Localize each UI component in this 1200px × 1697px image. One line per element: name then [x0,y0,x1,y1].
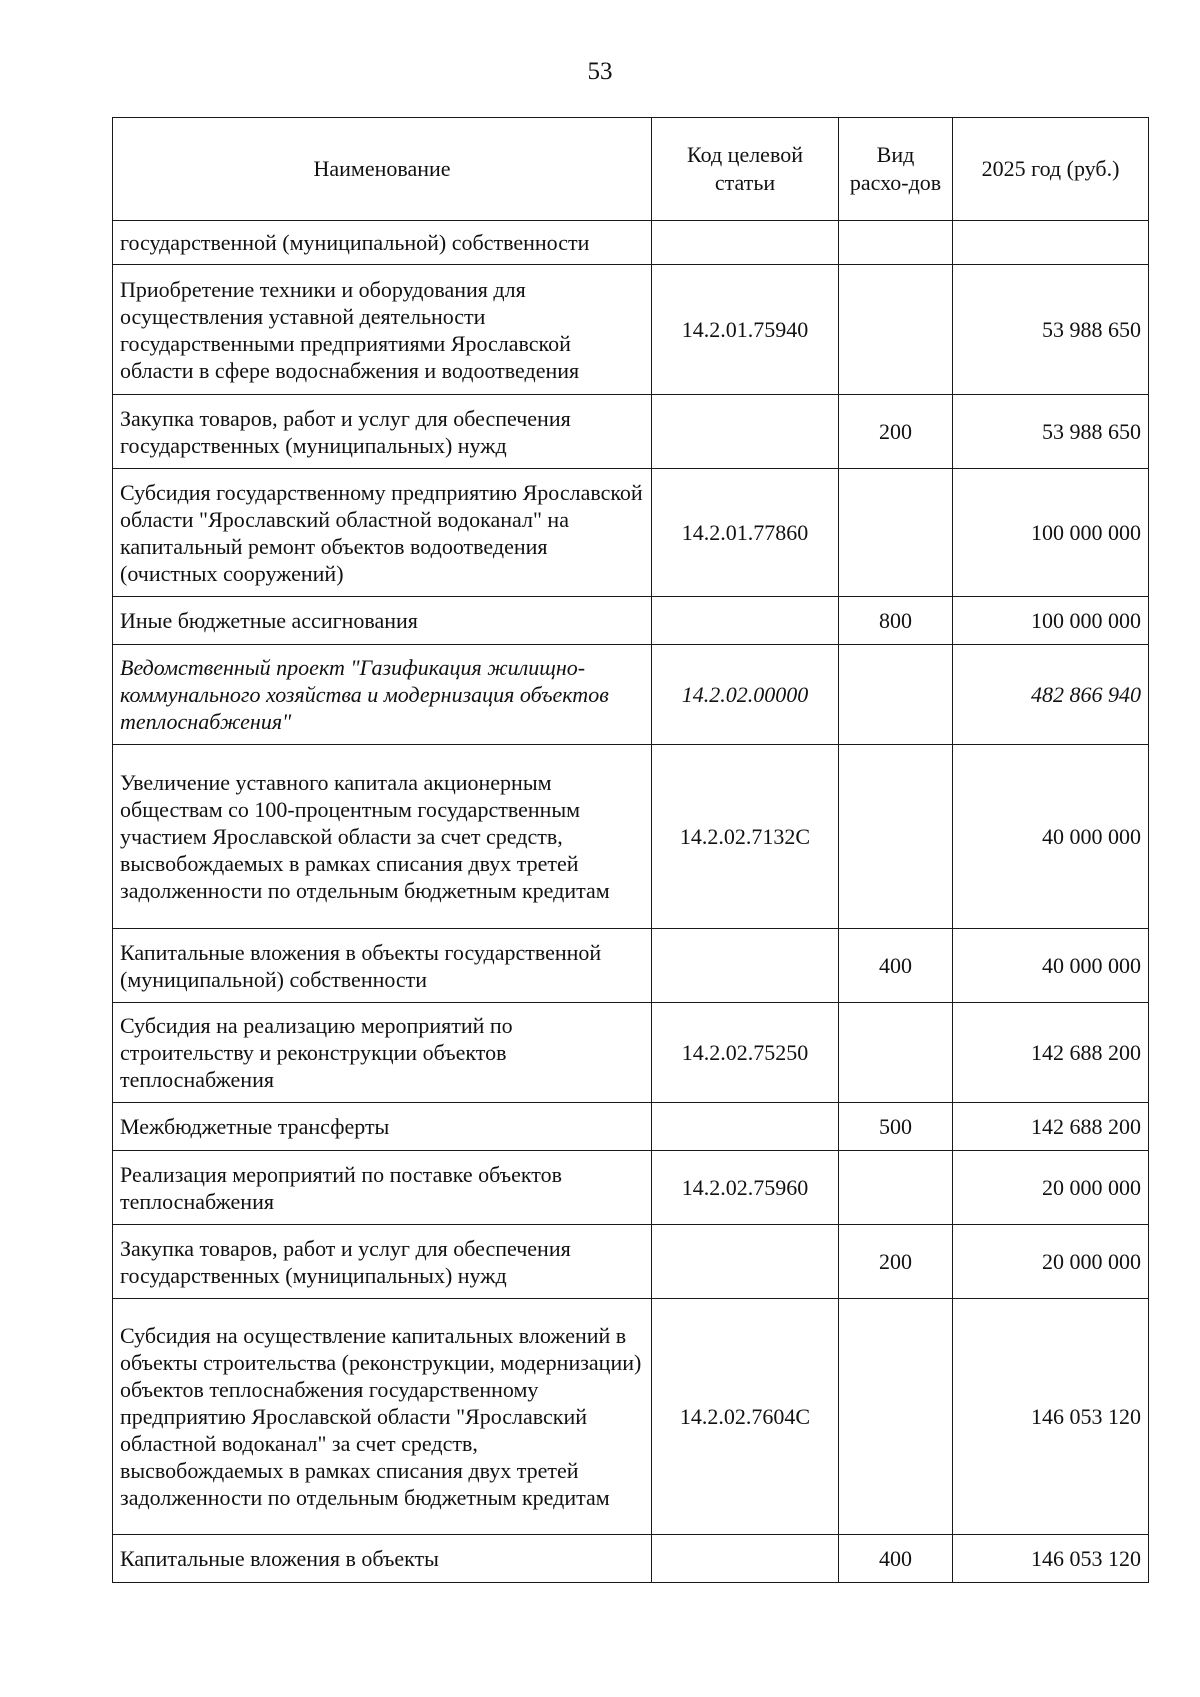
row-amount: 20 000 000 [953,1225,1149,1299]
row-code [652,221,839,265]
table-row [113,1151,1149,1225]
table-row [113,1103,1149,1151]
row-name: Субсидия на реализацию мероприятий по строительству и реконструкции объектов теплоснабжения [113,1003,652,1103]
row-name: Реализация мероприятий по поставке объектов теплоснабжения [113,1151,652,1225]
row-code [652,395,839,469]
row-code: 14.2.02.00000 [652,645,839,745]
row-name: государственной (муниципальной) собственности [113,221,652,265]
table-row [113,1299,1149,1535]
row-amount: 100 000 000 [953,597,1149,645]
row-amount: 482 866 940 [953,645,1149,745]
row-code [652,1225,839,1299]
row-code: 14.2.02.7604С [652,1299,839,1535]
row-amount: 20 000 000 [953,1151,1149,1225]
row-code [652,1103,839,1151]
row-type: 200 [839,1225,953,1299]
budget-table [112,117,1149,1583]
row-amount: 53 988 650 [953,265,1149,395]
header-amount: 2025 год (руб.) [953,118,1149,221]
row-name: Иные бюджетные ассигнования [113,597,652,645]
row-type: 500 [839,1103,953,1151]
row-type [839,265,953,395]
row-type [839,745,953,929]
row-code [652,1535,839,1583]
row-name: Приобретение техники и оборудования для осуществления уставной деятельности государственными предприятиями Ярославской области в сфере водоснабжения и водоотведения [113,265,652,395]
page-number: 53 [587,58,613,85]
row-amount: 146 053 120 [953,1299,1149,1535]
table-row [113,469,1149,597]
row-name: Капитальные вложения в объекты государственной (муниципальной) собственности [113,929,652,1003]
row-type [839,1003,953,1103]
row-type [839,645,953,745]
row-amount: 142 688 200 [953,1103,1149,1151]
table-row [113,395,1149,469]
row-amount: 40 000 000 [953,929,1149,1003]
row-amount: 53 988 650 [953,395,1149,469]
row-amount: 40 000 000 [953,745,1149,929]
row-type [839,221,953,265]
row-name: Закупка товаров, работ и услуг для обеспечения государственных (муниципальных) нужд [113,395,652,469]
row-type [839,1299,953,1535]
row-name: Закупка товаров, работ и услуг для обеспечения государственных (муниципальных) нужд [113,1225,652,1299]
row-name: Субсидия на осуществление капитальных вложений в объекты строительства (реконструкции, модернизации) объектов теплоснабжения государственному предприятию Ярославской области "Ярославский областной водоканал" за счет средств, высвобождаемых в рамках списания двух третей задолженности по отдельным бюджетным кредитам [113,1299,652,1535]
row-type: 800 [839,597,953,645]
table-row [113,1535,1149,1583]
row-name: Капитальные вложения в объекты [113,1535,652,1583]
row-amount: 146 053 120 [953,1535,1149,1583]
row-code: 14.2.01.75940 [652,265,839,395]
row-code: 14.2.02.7132С [652,745,839,929]
header-type: Вид расхо-дов [839,118,953,221]
row-code: 14.2.02.75960 [652,1151,839,1225]
row-code [652,929,839,1003]
row-name: Ведомственный проект "Газификация жилищно-коммунального хозяйства и модернизация объектов теплоснабжения" [113,645,652,745]
table-row [113,1225,1149,1299]
header-code: Код целевой статьи [652,118,839,221]
table-row [113,1003,1149,1103]
row-amount [953,221,1149,265]
row-code: 14.2.01.77860 [652,469,839,597]
row-type: 400 [839,1535,953,1583]
row-amount: 142 688 200 [953,1003,1149,1103]
table-row [113,597,1149,645]
table-row-project [113,645,1149,745]
row-type: 200 [839,395,953,469]
table-header-row [113,118,1149,221]
table-row [113,221,1149,265]
table-row [113,745,1149,929]
table-row [113,929,1149,1003]
row-code: 14.2.02.75250 [652,1003,839,1103]
table-row [113,265,1149,395]
header-name: Наименование [113,118,652,221]
row-name: Межбюджетные трансферты [113,1103,652,1151]
row-name: Увеличение уставного капитала акционерным обществам со 100-процентным государственным участием Ярославской области за счет средств, высвобождаемых в рамках списания двух третей задолженности по отдельным бюджетным кредитам [113,745,652,929]
row-name: Субсидия государственному предприятию Ярославской области "Ярославский областной водоканал" на капитальный ремонт объектов водоотведения (очистных сооружений) [113,469,652,597]
row-amount: 100 000 000 [953,469,1149,597]
row-type [839,469,953,597]
row-type [839,1151,953,1225]
row-code [652,597,839,645]
row-type: 400 [839,929,953,1003]
